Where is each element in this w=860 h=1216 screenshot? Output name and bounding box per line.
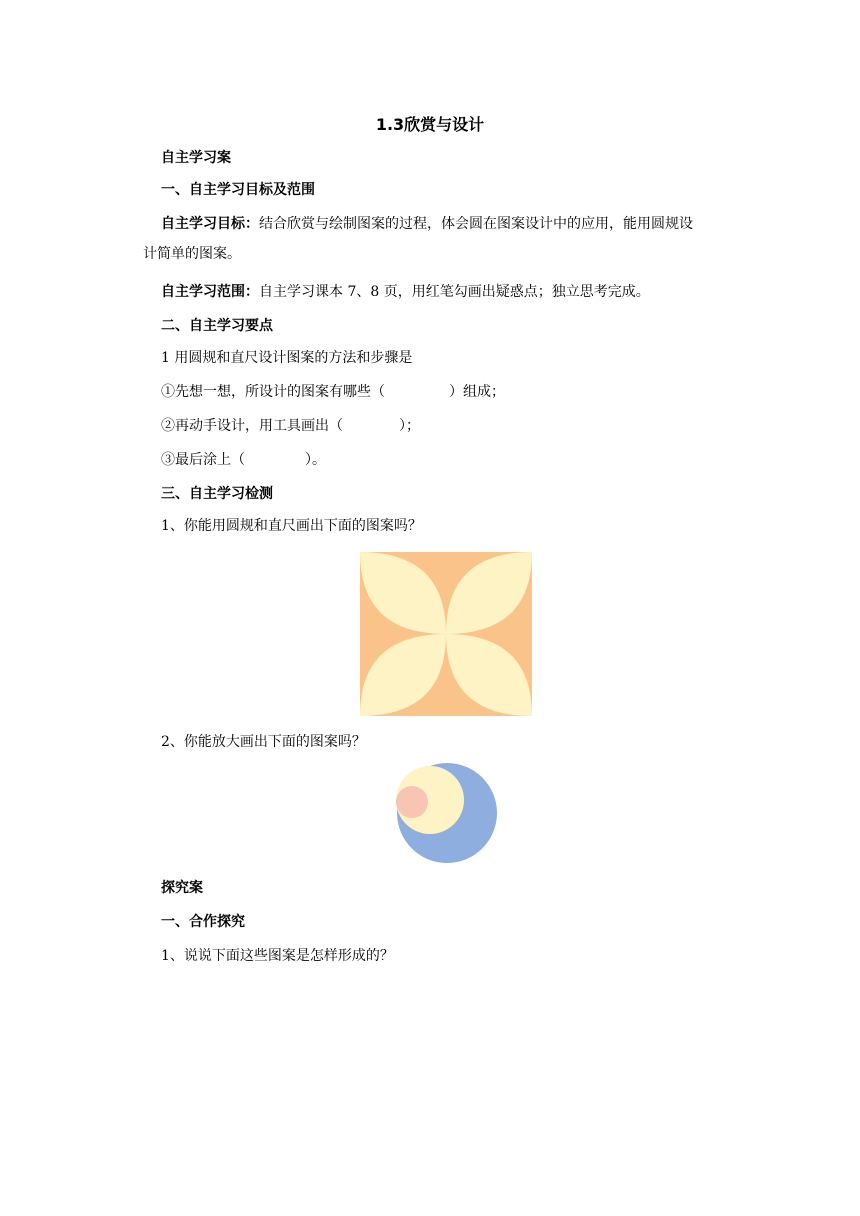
section-self-study: 自主学习案 — [161, 150, 231, 166]
goal-paragraph — [161, 214, 693, 234]
step-3 — [161, 450, 326, 470]
heading-key-points: 二、自主学习要点 — [161, 318, 273, 334]
question-1: 1、你能用圆规和直尺画出下面的图案吗？ — [161, 518, 422, 534]
scope-label: 自主学习范围： — [161, 284, 259, 300]
scope-paragraph — [161, 282, 650, 302]
heading-cooperative-explore: 一、合作探究 — [161, 914, 245, 930]
goal-text-line2: 计简单的图案。 — [143, 246, 241, 262]
step-3-end: ）。 — [305, 452, 326, 468]
heading-goals-scope: 一、自主学习目标及范围 — [161, 182, 315, 198]
step-1 — [161, 382, 505, 402]
goal-label: 自主学习目标： — [161, 216, 259, 232]
nested-circles-figure — [392, 760, 502, 866]
scope-text: 自主学习课本 7、8 页，用红笔勾画出疑惑点；独立思考完成。 — [259, 284, 650, 300]
section-explore: 探究案 — [161, 880, 203, 896]
step-2 — [161, 416, 420, 436]
goal-text-line1: 结合欣赏与绘制图案的过程，体会圆在图案设计中的应用，能用圆规设 — [259, 216, 693, 232]
four-petal-square-figure — [360, 552, 532, 716]
step-2-start: ②再动手设计，用工具画出（ — [161, 418, 343, 434]
point-intro: 1 用圆规和直尺设计图案的方法和步骤是 — [161, 350, 413, 366]
step-1-start: ①先想一想，所设计的图案有哪些（ — [161, 384, 385, 400]
page-title: 1.3欣赏与设计 — [375, 115, 485, 134]
question-3: 1、说说下面这些图案是怎样形成的？ — [161, 948, 394, 964]
question-2: 2、你能放大画出下面的图案吗？ — [161, 734, 366, 750]
step-2-end: ）； — [399, 418, 420, 434]
step-3-start: ③最后涂上（ — [161, 452, 245, 468]
step-1-end: ）组成； — [449, 384, 505, 400]
heading-self-test: 三、自主学习检测 — [161, 486, 273, 502]
inner-circle — [396, 786, 428, 818]
